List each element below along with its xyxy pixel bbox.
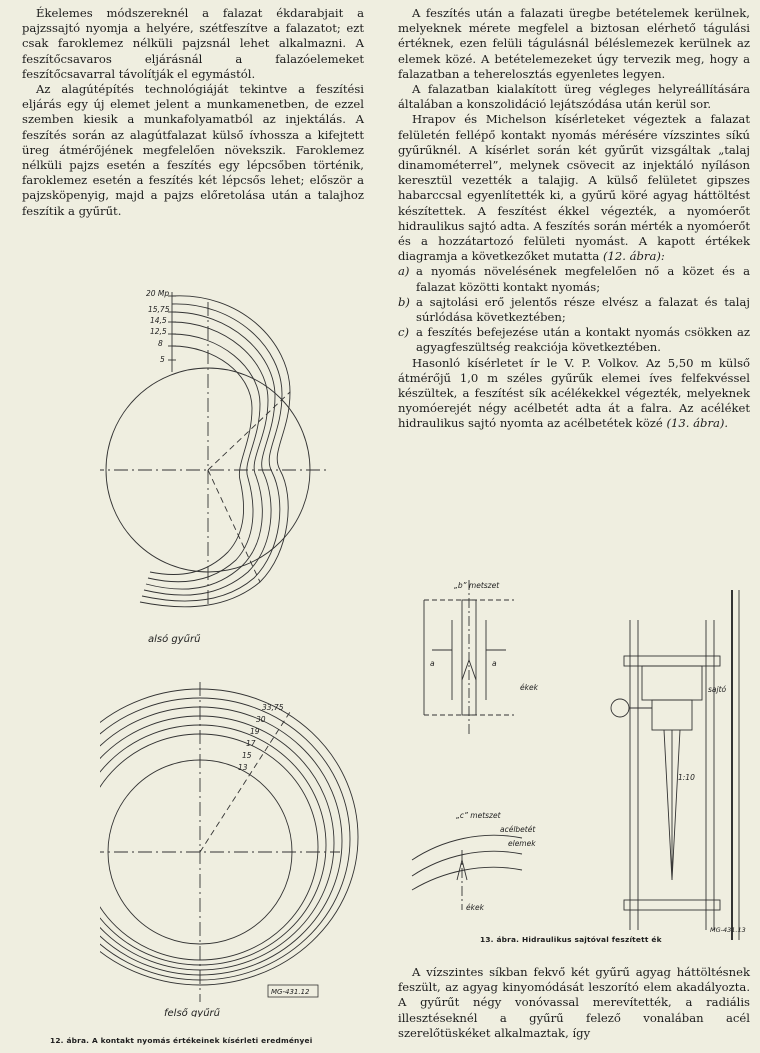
figure-reference: (13. ábra). xyxy=(666,416,729,431)
label-ekek: ékek xyxy=(466,903,484,912)
paragraph: A feszítés után a falazati üregbe betételemek kerülnek, melyeknek mérete megfelel a biztosan elérhető tágulási értéknek, ezen felüli tágulásnál béléslemezek kerülnek az elemek közé. A betételemezeket úgy tervezik meg, hogy a falazatban a teherelosztás egyenletes legyen. xyxy=(398,6,750,81)
figure-12-stamp: MG-431.12 xyxy=(271,988,310,996)
paragraph: A vízszintes síkban fekvő két gyűrű agyag háttöltésnek feszült, az agyag kinyomódását leszorító elem akadályozta. A gyűrűt négy vonóvassal merevítették, a radiális illesztéseknél a gyűrű felező vonalában acél szerelőtüskéket alkalmaztak, így xyxy=(398,965,750,1040)
label-sajto: sajtó xyxy=(708,685,727,694)
label-a: a xyxy=(430,659,435,668)
paragraph-text: Hasonló kísérletet ír le V. P. Volkov. Az 5,50 m külső átmérőjű 1,0 m széles gyűrűk elemei íves felfekvéssel készültek, a feszítést sík acélékekkel végezték, melyeknek nyomóerejét négy acélbetét adta át a falra. Az acéléket hidraulikus sajtó nyomta az acélbetétek közé xyxy=(398,355,750,431)
scale-label: 5 xyxy=(160,355,165,364)
figure-13-drawing xyxy=(402,560,752,950)
list-item: b) a sajtolási erő jelentős része elvész a falazat és talaj súrlódása következtében; xyxy=(398,294,750,325)
paragraph: Az alagútépítés technológiáját tekintve a feszítési eljárás egy új elemet jelent a munkamenetben, de ezzel szemben kiesik a munkafolyamatból az injektálás. A feszítés során az alagútfalazat külső ívhossza a kifejtett üreg átmérőjének megfelelően növekszik. Faroklemez nélküli pajzs esetén a feszítés egy lépcsőben történik, faroklemez esetén a feszítés két lépcsős lehet; először a pajzsköpenyig, majd a pajzs előretolása után a talajhoz feszítik a gyűrűt. xyxy=(22,82,364,218)
right-column xyxy=(398,6,750,432)
scale-label: 20 Mp xyxy=(146,289,170,298)
label-a: a xyxy=(492,659,497,668)
section-c-label: „c” metszet xyxy=(456,811,501,820)
upper-ring-label: alsó gyűrű xyxy=(148,634,201,645)
scale-label: 12,5 xyxy=(150,327,167,336)
figure-12-drawing xyxy=(100,282,370,1017)
lower-scale-label: 13 xyxy=(238,763,248,772)
lower-scale-label: 17 xyxy=(246,739,256,748)
scale-label: 14,5 xyxy=(150,316,167,325)
figure-12-caption: 12. ábra. A kontakt nyomás értékeinek kísérleti eredményei xyxy=(50,1036,313,1045)
section-b-label: „b” metszet xyxy=(454,581,500,590)
figure-13 xyxy=(402,560,752,950)
list-item: c) a feszítés befejezése után a kontakt nyomás csökken az agyagfeszültség reakciója következtében. xyxy=(398,325,750,355)
lower-scale-label: 30 xyxy=(256,715,266,724)
figure-reference: (12. ábra): xyxy=(602,249,665,264)
label-ratio: 1:10 xyxy=(678,773,695,782)
lower-ring-label: felső gyűrű xyxy=(164,1008,221,1017)
figure-13-caption: 13. ábra. Hidraulikus sajtóval feszített ék xyxy=(480,935,662,944)
right-column-continuation xyxy=(398,965,750,1041)
scale-label: 15,75 xyxy=(148,305,170,314)
paragraph: A falazatban kialakított üreg végleges helyreállítására általában a konszolidáció lejátszódása után kerül sor. xyxy=(398,82,750,112)
lower-scale-label: 33,75 xyxy=(262,703,284,712)
label-acelbetet: acélbetét xyxy=(500,825,536,834)
lower-scale-label: 19 xyxy=(250,727,260,736)
paragraph-text: Hrapov és Michelson kísérleteket végeztek a falazat felületén fellépő kontakt nyomás mérésére vízszintes síkú gyűrűknél. A kísérlet során két gyűrűt vizsgáltak „talaj dinamométerrel”, melynek csövecit az injektáló nyíláson keresztül vezették a talajig. A külső felületet gipszes habarccsal egyenlítették ki, a gyűrű köré agyag háttöltést készítettek. A feszítést ékkel végezték, a nyomóerőt hidraulikus sajtó adta. A feszítés során mérték a nyomóerőt és a hozzátartozó felületi nyomást. A kapott értékek diagramja a következőket mutatta xyxy=(398,112,750,264)
figure-12 xyxy=(100,282,370,1017)
paragraph xyxy=(398,356,750,432)
paragraph: Ékelemes módszereknél a falazat ékdarabjait a pajzssajtó nyomja a helyére, szétfeszítve a falazatot; ezt csak faroklemez nélküli pajzsnál lehet alkalmazni. A feszítőcsavaros eljárásnál a falazóelemeket feszítőcsavarral távolítják el egymástól. xyxy=(22,6,364,81)
left-column xyxy=(22,6,364,219)
lower-scale-label: 15 xyxy=(242,751,252,760)
list-item: a) a nyomás növelésének megfelelően nő a közet és a falazat közötti kontakt nyomás; xyxy=(398,264,750,294)
figure-13-stamp: MG-431.13 xyxy=(710,926,746,934)
label-elemek: elemek xyxy=(508,839,536,848)
label-ekek: ékek xyxy=(520,683,538,692)
scale-label: 8 xyxy=(158,339,163,348)
findings-list xyxy=(398,264,750,355)
paragraph xyxy=(398,112,750,264)
